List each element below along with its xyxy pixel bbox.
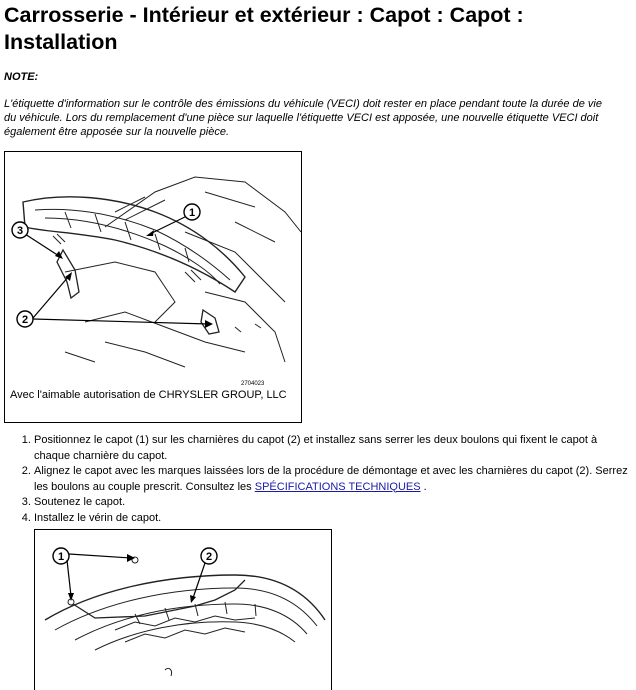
installation-steps	[16, 433, 634, 526]
page-title: Carrosserie - Intérieur et extérieur : Capot : Capot : Installation	[4, 3, 524, 54]
step-3: 3. Soutenez le capot.	[34, 495, 634, 511]
note-text: L'étiquette d'information sur le contrôle des émissions du véhicule (VECI) doit rester en place pendant toute la durée de vie du véhicule. Lors du remplacement d'une pièce sur laquelle l'étiquette VECI est apposée, une nouvelle étiquette VECI doit également être apposée sur la nouvelle pièce.	[4, 98, 602, 138]
step-1: 1. Positionnez le capot (1) sur les charnières du capot (2) et installez sans serrer les deux boulons qui fixent le capot à chaque charnière du capot.	[34, 433, 634, 464]
hood-strut-illustration	[35, 530, 331, 690]
step-2-text: Alignez le capot avec les marques laissées lors de la procédure de démontage et avec les charnières du capot (2). Serrez les boulons au couple prescrit. Consultez les	[34, 465, 628, 493]
callout-1-label: 1	[188, 207, 196, 219]
callout-3-label: 3	[16, 225, 24, 237]
callout-1-leader-b	[69, 554, 131, 558]
callout-2-label: 2	[205, 551, 213, 563]
callout-1-leader	[150, 214, 191, 234]
callout-2-leader	[193, 563, 205, 598]
callout-2-label: 2	[21, 314, 29, 326]
figure-hood-strut	[34, 529, 332, 690]
specifications-link[interactable]: SPÉCIFICATIONS TECHNIQUES	[254, 480, 421, 493]
figure-code: 2704023	[241, 381, 265, 387]
callout-2-leader-b	[33, 319, 209, 324]
step-4: 4. Installez le vérin de capot.	[34, 511, 634, 527]
figure-hood-hinges	[4, 151, 302, 423]
note-label: NOTE:	[4, 71, 39, 83]
step-2-end: .	[420, 480, 427, 493]
figure-caption: Avec l'aimable autorisation de CHRYSLER GROUP, LLC	[10, 389, 287, 401]
callout-1-label: 1	[57, 551, 65, 563]
step-2	[34, 464, 634, 495]
callout-2-leader-a	[33, 276, 69, 318]
callout-1-leader-a	[67, 560, 71, 596]
